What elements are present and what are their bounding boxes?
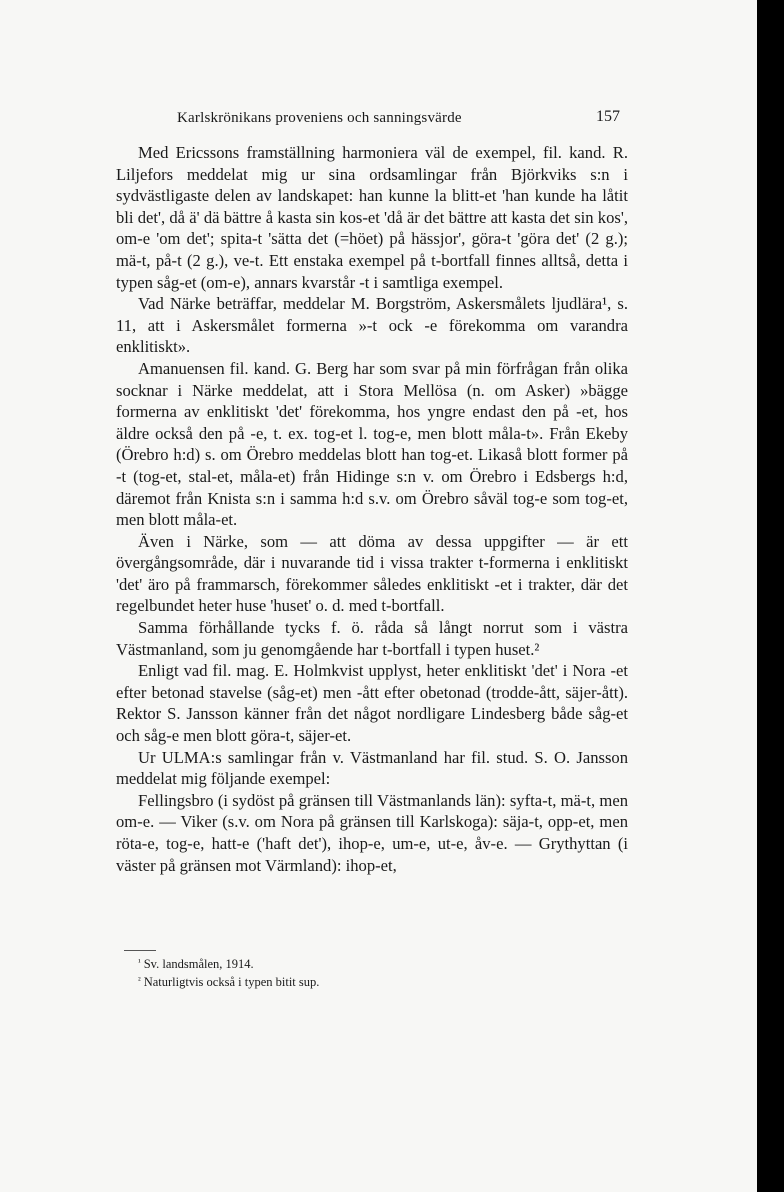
page-number: 157	[596, 108, 620, 125]
footnotes	[138, 954, 558, 990]
running-title: Karlskrönikans proveniens och sanningsvärde	[177, 110, 462, 126]
paragraph: Fellingsbro (i sydöst på gränsen till Västmanlands län): syfta-t, mä-t, men om-e. — Viker (s.v. om Nora på gränsen till Karlskoga): säja-t, opp-et, men röta-e, tog-e, hatt-e ('haft det'), ihop-e, um-e, ut-e, åv-e. — Grythyttan (i väster på gränsen mot Värmland): ihop-et,	[116, 790, 628, 875]
paragraph: Amanuensen fil. kand. G. Berg har som svar på min förfrågan från olika socknar i Närke meddelat, att i Stora Mellösa (n. om Asker) »bägge formerna av enklitiskt 'det' förekomma, hos yngre endast den på -et, hos äldre också den på -e, t. ex. tog-et l. tog-e, men blott måla-t». Från Ekeby (Örebro h:d) s. om Örebro meddelas blott han tog-et. Likaså blott former på -t (tog-et, stal-et, måla-et) från Hidinge s:n v. om Örebro i Edsbergs h:d, däremot från Knista s:n i samma h:d s.v. om Örebro såväl tog-e som tog-et, men blott måla-et.	[116, 358, 628, 530]
footnote-marker: ¹	[138, 957, 141, 967]
footnote	[138, 954, 558, 972]
paragraph: Enligt vad fil. mag. E. Holmkvist upplyst, heter enklitiskt 'det' i Nora -et efter betonad stavelse (såg-et) men -ått efter obetonad (trodde-ått, säjer-ått). Rektor S. Jansson känner från det något nordligare Lindesberg både såg-et och såg-e men blott göra-t, säjer-et.	[116, 661, 628, 746]
footnote	[138, 972, 558, 990]
footnote-divider	[124, 950, 156, 951]
footnote-text: Sv. landsmålen, 1914.	[143, 957, 254, 971]
paragraph: Samma förhållande tycks f. ö. råda så långt norrut som i västra Västmanland, som ju genomgående har t-bortfall i typen huset.²	[116, 618, 628, 659]
paragraph: Ur ULMA:s samlingar från v. Västmanland har fil. stud. S. O. Jansson meddelat mig följande exempel:	[116, 747, 628, 789]
paragraph: Även i Närke, som — att döma av dessa uppgifter — är ett övergångsområde, där i nuvarande tid i vissa trakter t-formerna i enklitiskt 'det' äro på frammarsch, förekommer således enklitiskt -et i trakter, där det regelbundet heter huse 'huset' o. d. med t-bortfall.	[116, 531, 628, 616]
body-text	[116, 142, 628, 876]
page-header	[115, 108, 620, 130]
scan-border	[757, 0, 784, 1192]
paragraph: Vad Närke beträffar, meddelar M. Borgström, Askersmålets ljudlära¹, s. 11, att i Askersmålet formerna »-t ock -e förekomma om varandra enklitiskt».	[116, 294, 628, 357]
footnote-marker: ²	[138, 975, 141, 985]
footnote-text: Naturligtvis också i typen bitit sup.	[143, 975, 320, 989]
paragraph: Med Ericssons framställning harmoniera väl de exempel, fil. kand. R. Liljefors meddelat mig ur sina ordsamlingar från Björkviks s:n i sydvästligaste delen av landskapet: han kunne la blitt-et 'han kunde ha låtit bli det', då ä' dä bättre å kasta sin kos-et 'då är det bättre att kasta det sin kos', om-e 'om det'; spita-t 'sätta det (=höet) på hässjor', göra-t 'göra det' (2 g.); mä-t, på-t (2 g.), ve-t. Ett enstaka exempel på t-bortfall finnes alltså, detta i typen såg-et (om-e), annars kvarstår -t i samtliga exempel.	[116, 143, 628, 292]
